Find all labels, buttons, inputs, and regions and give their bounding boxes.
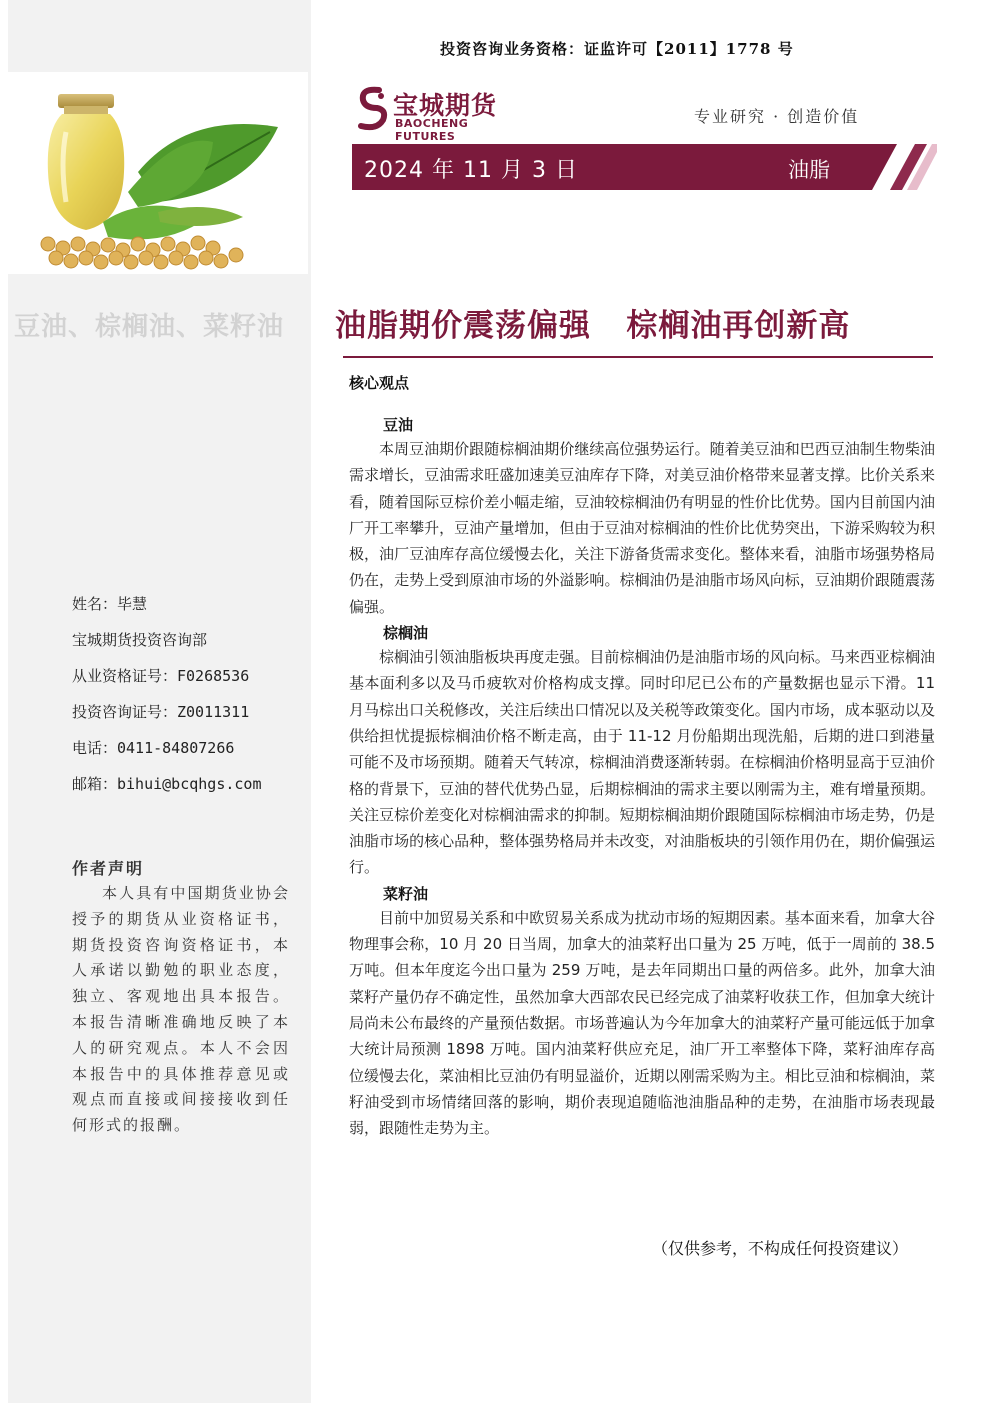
logo-chinese-name: 宝城期货: [393, 91, 498, 120]
declaration-text: 本人具有中国期货业协会授予的期货从业资格证书，期货投资咨询资格证书，本人承诺以勤勉的职业态度，独立、客观地出具本报告。本报告清晰准确地反映了本人的研究观点。本人不会因本报告中的具体推荐意见或观点而直接或间接接收到任何形式的报酬。: [72, 884, 290, 1135]
sidebar-heading: 豆油、棕榈油、菜籽油: [14, 312, 285, 342]
email-address[interactable]: 邮箱：bihui@bcqhgs.com: [72, 775, 262, 793]
section-title-palm-oil: 棕榈油: [383, 624, 429, 643]
report-category: 油脂: [788, 158, 830, 182]
date-banner: [352, 144, 937, 190]
report-date: 2024 年 11 月 3 日: [364, 158, 578, 183]
slogan: 专业研究 · 创造价值: [694, 107, 860, 126]
analyst-contact: [72, 586, 262, 802]
phone-number: 电话：0411-84807266: [72, 739, 235, 757]
title-divider: [343, 356, 933, 358]
section-text-palm-oil: 棕榈油引领油脂板块再度走强。目前棕榈油仍是油脂市场的风向标。马来西亚棕榈油基本面利多以及马币疲软对价格构成支撑。同时印尼已公布的产量数据也显示下滑。11 月马棕出口关税修改，关注后续出口情况以及关税等政策变化。国内市场，成本驱动以及供给担忧提振棕榈油价格不断走高，由于 11-12 月份船期出现洗船，后期的进口到港量可能不及市场预期。随着天气转凉，棕榈油消费逐渐转弱。在棕榈油价格明显高于豆油价格的背景下，豆油的替代优势凸显，后期棕榈油的需求主要以刚需为主，难有增量预期。关注豆棕价差变化对棕榈油需求的抑制。短期棕榈油期价跟随国际棕榈油市场走势，仍是油脂市场的核心品种，整体强势格局并未改变，对油脂板块的引领作用仍在，期价偏强运行。: [349, 648, 935, 877]
analyst-name: 姓名：毕慧: [72, 595, 148, 613]
declaration-title: 作者声明: [72, 859, 145, 878]
report-title: 油脂期价震荡偏强 棕榈油再创新高: [335, 308, 851, 344]
section-text-soybean-oil: 本周豆油期价跟随棕榈油期价继续高位强势运行。随着美豆油和巴西豆油制生物柴油需求增长，豆油需求旺盛加速美豆油库存下降，对美豆油价格带来显著支撑。比价关系来看，随着国际豆棕价差小幅走缩，豆油较棕榈油仍有明显的性价比优势。国内目前国内油厂开工率攀升，豆油产量增加，但由于豆油对棕榈油的性价比优势突出，下游采购较为积极，油厂豆油库存高位缓慢去化，关注下游备货需求变化。整体来看，油脂市场强势格局仍在，走势上受到原油市场的外溢影响。棕榈油仍是油脂市场风向标，豆油期价跟随震荡偏强。: [349, 440, 935, 616]
article-body: [349, 414, 935, 1143]
section-title-soybean-oil: 豆油: [383, 416, 414, 434]
logo-english-name: BAOCHENG FUTURES: [395, 117, 469, 143]
soybean-oil-photo: [8, 72, 308, 274]
consulting-number: 投资咨询证号：Z0011311: [72, 703, 250, 721]
license-text: 投资咨询业务资格：证监许可【2011】1778 号: [440, 40, 794, 58]
core-view-label: 核心观点: [349, 374, 410, 392]
analyst-department: 宝城期货投资咨询部: [72, 631, 208, 649]
logo-mark-icon: [355, 86, 391, 132]
section-text-rapeseed-oil: 目前中加贸易关系和中欧贸易关系成为扰动市场的短期因素。基本面来看，加拿大谷物理事会称，10 月 20 日当周，加拿大的油菜籽出口量为 25 万吨，低于一周前的 38.5 万吨。但本年度迄今出口量为 259 万吨，是去年同期出口量的两倍多。此外，加拿大油菜籽产量仍存不确定性，虽然加拿大西部农民已经完成了油菜籽收获工作，但加拿大统计局尚未公布最终的产量预估数据。市场普遍认为今年加拿大的油菜籽产量可能远低于加拿大统计局预测 1898 万吨。国内油菜籽供应充足，油厂开工率整体下降，菜籽油库存高位缓慢去化，菜油相比豆油仍有明显溢价，近期以刚需采购为主。相比豆油和棕榈油，菜籽油受到市场情绪回落的影响，期价表现追随临池油脂品种的走势，在油脂市场表现最弱，跟随性走势为主。: [349, 908, 935, 1138]
disclaimer: （仅供参考，不构成任何投资建议）: [652, 1239, 909, 1258]
section-title-rapeseed-oil: 菜籽油: [383, 884, 429, 903]
qualification-number: 从业资格证号：F0268536: [72, 667, 250, 685]
company-logo: [355, 86, 525, 143]
